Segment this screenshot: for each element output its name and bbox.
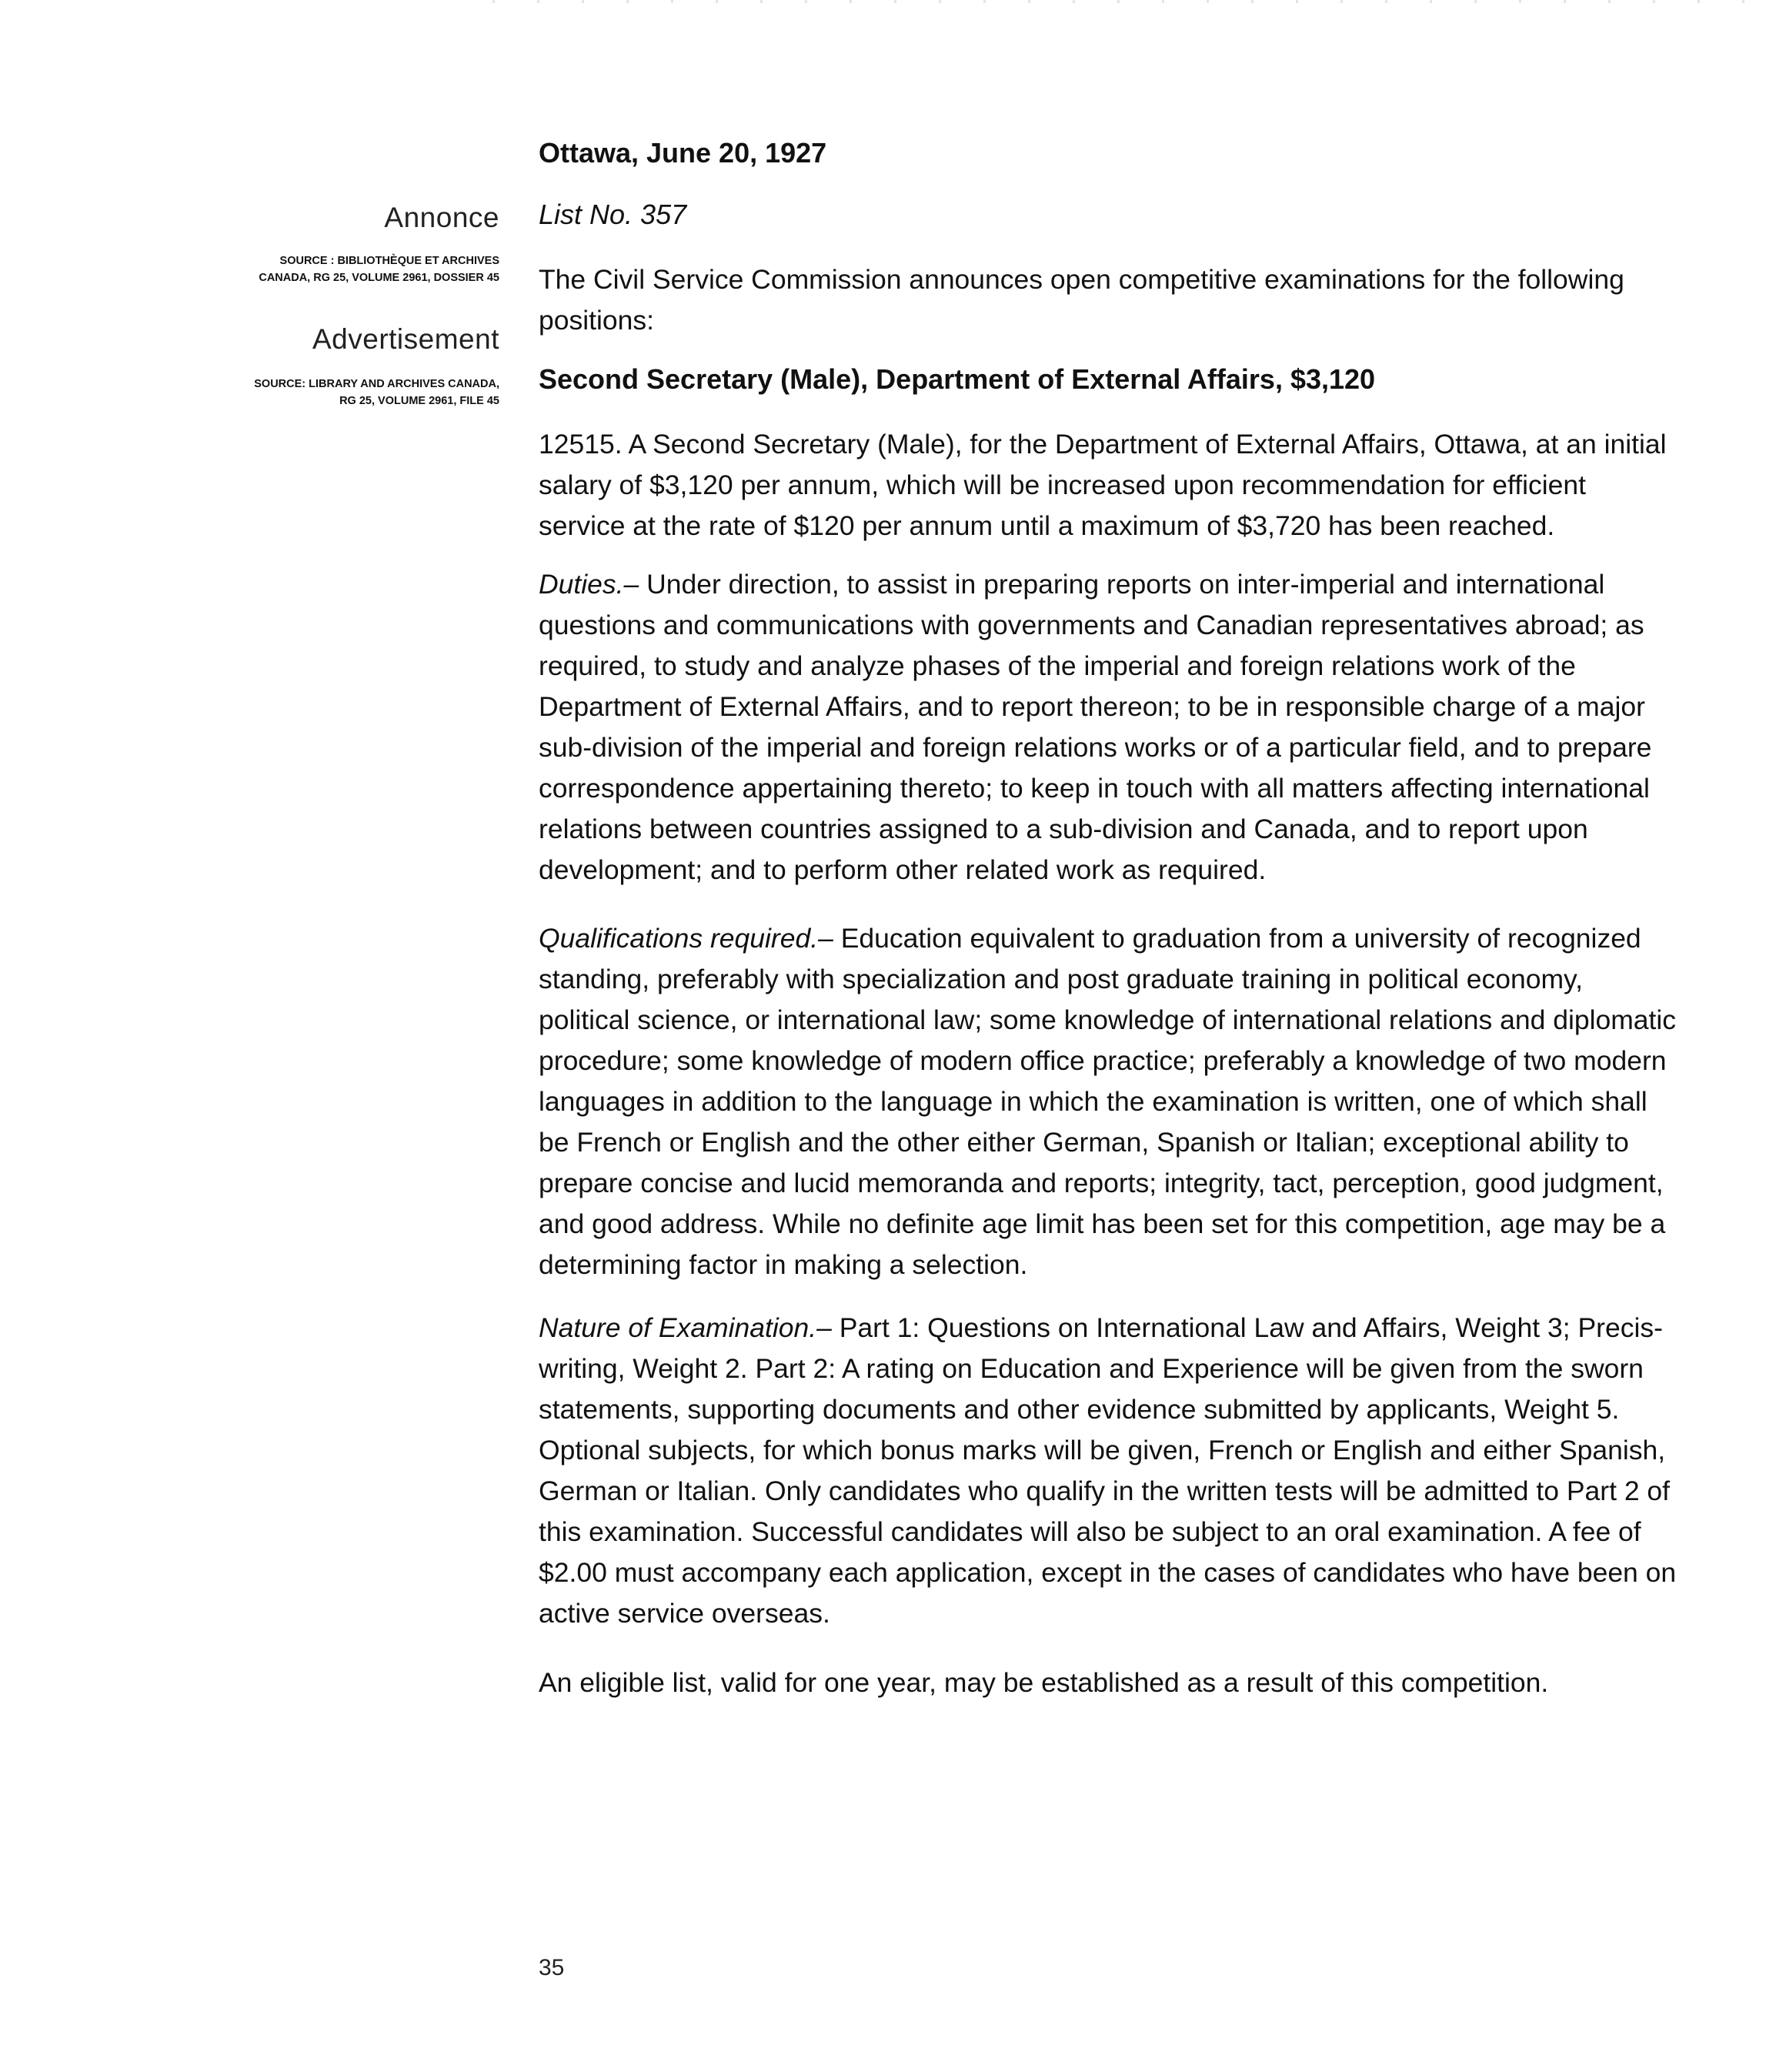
duties-paragraph bbox=[539, 564, 1678, 891]
nature-of-examination-paragraph bbox=[539, 1308, 1678, 1634]
intro-paragraph bbox=[539, 259, 1678, 341]
eligible-list-text: An eligible list, valid for one year, may be established as a result of this competition. bbox=[539, 1667, 1549, 1698]
duties-text: Under direction, to assist in preparing reports on inter-imperial and international questions and communications with governments and Canadian representatives abroad; as required, to study and analyze phases of the imperial and foreign relations work of the Department of External Affairs, and to report thereon; to be in responsible charge of a major sub-division of the imperial and foreign relations works or of a particular field, and to prepare correspondence appertaining thereto; to keep in touch with all matters affecting international relations between countries assigned to a sub-division and Canada, and to report upon development; and to perform other related work as required. bbox=[539, 569, 1652, 885]
margin-source-french-line2: CANADA, RG 25, VOLUME 2961, DOSSIER 45 bbox=[259, 272, 499, 285]
list-number: List No. 357 bbox=[539, 199, 687, 230]
duties-label: Duties.– bbox=[539, 569, 639, 600]
margin-label-french: Annonce bbox=[384, 202, 499, 233]
qualifications-label: Qualifications required.– bbox=[539, 923, 833, 954]
margin-source-english-line1: SOURCE: LIBRARY AND ARCHIVES CANADA, bbox=[254, 378, 499, 390]
margin-source-english-line2: RG 25, VOLUME 2961, FILE 45 bbox=[339, 395, 499, 408]
dateline: Ottawa, June 20, 1927 bbox=[539, 137, 827, 169]
nature-of-examination-body bbox=[539, 1308, 1678, 1634]
intro-text: The Civil Service Commission announces open competitive examinations for the following positions: bbox=[539, 264, 1624, 336]
qualifications-paragraph bbox=[539, 918, 1678, 1285]
nature-of-examination-text: Part 1: Questions on International Law and Affairs, Weight 3; Precis-writing, Weight 2. Part 2: A rating on Education and Experience will be given from the sworn statements, supporting documents and other evidence submitted by applicants, Weight 5. Optional subjects, for which bonus marks will be given, French or English and either Spanish, German or Italian. Only candidates who qualify in the written tests will be admitted to Part 2 of this examination. Successful candidates will also be subject to an oral examination. A fee of $2.00 must accompany each application, except in the cases of candidates who have been on active service overseas. bbox=[539, 1312, 1677, 1629]
margin-label-english: Advertisement bbox=[312, 323, 499, 355]
margin-source-english bbox=[161, 376, 499, 410]
position-heading: Second Secretary (Male), Department of External Affairs, $3,120 bbox=[539, 363, 1376, 395]
salary-paragraph bbox=[539, 424, 1678, 546]
qualifications-text: Education equivalent to graduation from a university of recognized standing, preferably with specialization and post graduate training in political economy, political science, or international law; some knowledge of international relations and diplomatic procedure; some knowledge of modern office practice; preferably a knowledge of two modern languages in addition to the language in which the examination is written, one of which shall be French or English and the other either German, Spanish or Italian; exceptional ability to prepare concise and lucid memoranda and reports; integrity, tact, perception, good judgment, and good address. While no definite age limit has been set for this competition, age may be a determining factor in making a selection. bbox=[539, 923, 1677, 1280]
eligible-list-paragraph bbox=[539, 1663, 1678, 1703]
qualifications-body bbox=[539, 918, 1678, 1285]
salary-text: 12515. A Second Secretary (Male), for the Department of External Affairs, Ottawa, at an initial salary of $3,120 per annum, which will be increased upon recommendation for efficient service at the rate of $120 per annum until a maximum of $3,720 has been reached. bbox=[539, 429, 1667, 541]
margin-source-french-line1: SOURCE : BIBLIOTHÈQUE ET ARCHIVES bbox=[279, 255, 499, 267]
nature-of-examination-label: Nature of Examination.– bbox=[539, 1312, 832, 1343]
duties-body bbox=[539, 564, 1678, 891]
scan-edge-specks bbox=[492, 0, 1785, 3]
page-number: 35 bbox=[539, 1955, 565, 1980]
margin-source-french bbox=[161, 252, 499, 287]
